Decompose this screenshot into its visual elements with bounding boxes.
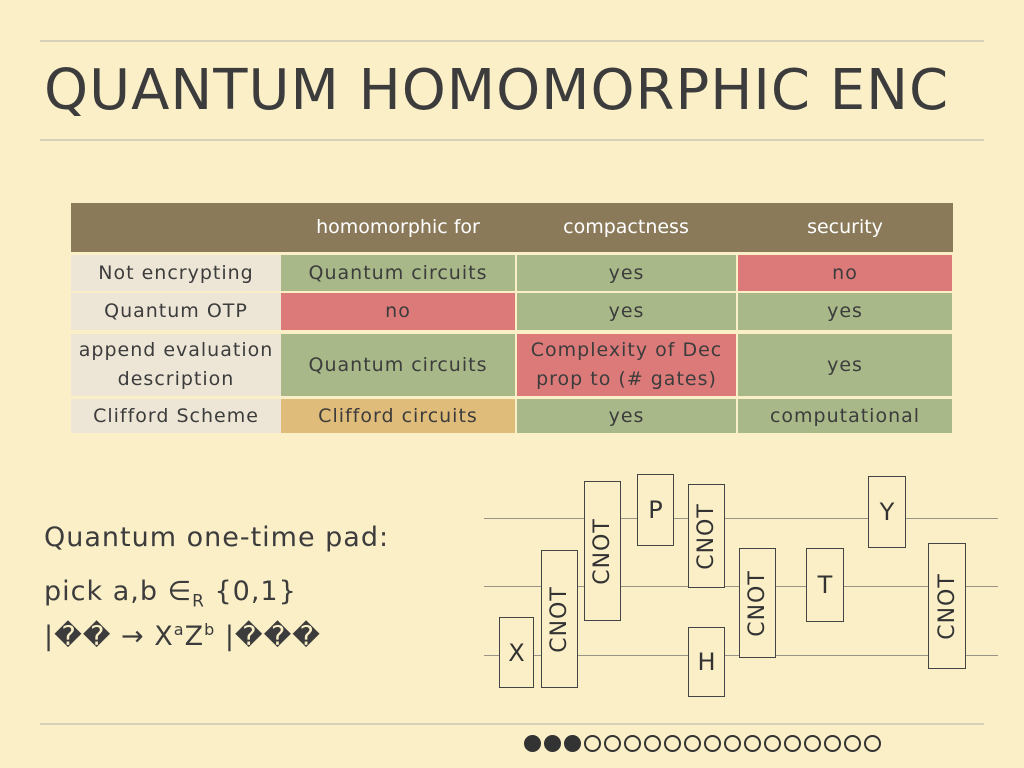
table-cell: yes [517, 255, 736, 291]
table-header-compactness: compactness [515, 203, 737, 252]
slide-dot[interactable] [764, 735, 781, 752]
qotp-pick-line [44, 576, 297, 611]
slide-dot[interactable] [844, 735, 861, 752]
table-header-security: security [737, 203, 953, 252]
circuit-wire [484, 518, 998, 519]
slide-dot[interactable] [824, 735, 841, 752]
slide-dot[interactable] [544, 735, 561, 752]
gate-h: H [688, 627, 725, 697]
slide-dot[interactable] [584, 735, 601, 752]
table-cell: computational [738, 399, 952, 433]
slide-dot[interactable] [564, 735, 581, 752]
bottom-rule [40, 723, 984, 725]
gate-x: X [499, 617, 534, 688]
slide-dot[interactable] [644, 735, 661, 752]
gate-cnot: CNOT [688, 484, 725, 588]
map-sup-b: b [204, 620, 216, 639]
table-cell: yes [517, 399, 736, 433]
table-cell: Quantum circuits [281, 334, 515, 396]
title-rule [40, 139, 984, 141]
slide-dot[interactable] [784, 735, 801, 752]
table-cell: Clifford circuits [281, 399, 515, 433]
table-cell: yes [517, 293, 736, 330]
top-rule [40, 40, 984, 42]
slide-dot[interactable] [704, 735, 721, 752]
map-prefix: |�� → X [44, 621, 174, 652]
qotp-heading: Quantum one-time pad: [44, 522, 390, 553]
gate-y: Y [868, 476, 906, 548]
qotp-map-line [44, 620, 321, 652]
slide-dot[interactable] [724, 735, 741, 752]
pick-subscript: R [192, 591, 205, 612]
slide-dot[interactable] [664, 735, 681, 752]
table-header-homomorphic: homomorphic for [281, 203, 515, 252]
pick-prefix: pick a,b ∈ [44, 576, 193, 607]
table-cell: no [281, 293, 515, 330]
slide-dot[interactable] [864, 735, 881, 752]
slide-dot[interactable] [684, 735, 701, 752]
gate-cnot: CNOT [584, 481, 621, 621]
pick-suffix: {0,1} [204, 576, 297, 607]
table-row-label: append evaluation description [71, 334, 281, 396]
gate-t: T [806, 548, 844, 622]
slide-dot[interactable] [604, 735, 621, 752]
slide-dot[interactable] [744, 735, 761, 752]
table-cell: no [738, 255, 952, 291]
slide-progress-dots [524, 735, 881, 752]
table-cell: Complexity of Dec prop to (# gates) [517, 334, 736, 396]
table-cell: yes [738, 334, 952, 396]
slide-dot[interactable] [624, 735, 641, 752]
map-sup-a: a [173, 620, 185, 639]
gate-cnot: CNOT [928, 543, 966, 669]
table-cell: yes [738, 293, 952, 330]
table-row-label: Not encrypting [71, 255, 281, 291]
gate-cnot: CNOT [541, 550, 578, 688]
slide-dot[interactable] [524, 735, 541, 752]
table-header-empty [71, 203, 281, 252]
table-row-label: Clifford Scheme [71, 399, 281, 433]
gate-cnot: CNOT [739, 548, 776, 658]
table-row-label: Quantum OTP [71, 293, 281, 330]
map-end: |��� [215, 621, 321, 652]
table-cell: Quantum circuits [281, 255, 515, 291]
gate-p: P [637, 474, 674, 546]
slide-dot[interactable] [804, 735, 821, 752]
map-z: Z [184, 621, 205, 652]
slide-title: QUANTUM HOMOMORPHIC ENC [44, 58, 950, 123]
